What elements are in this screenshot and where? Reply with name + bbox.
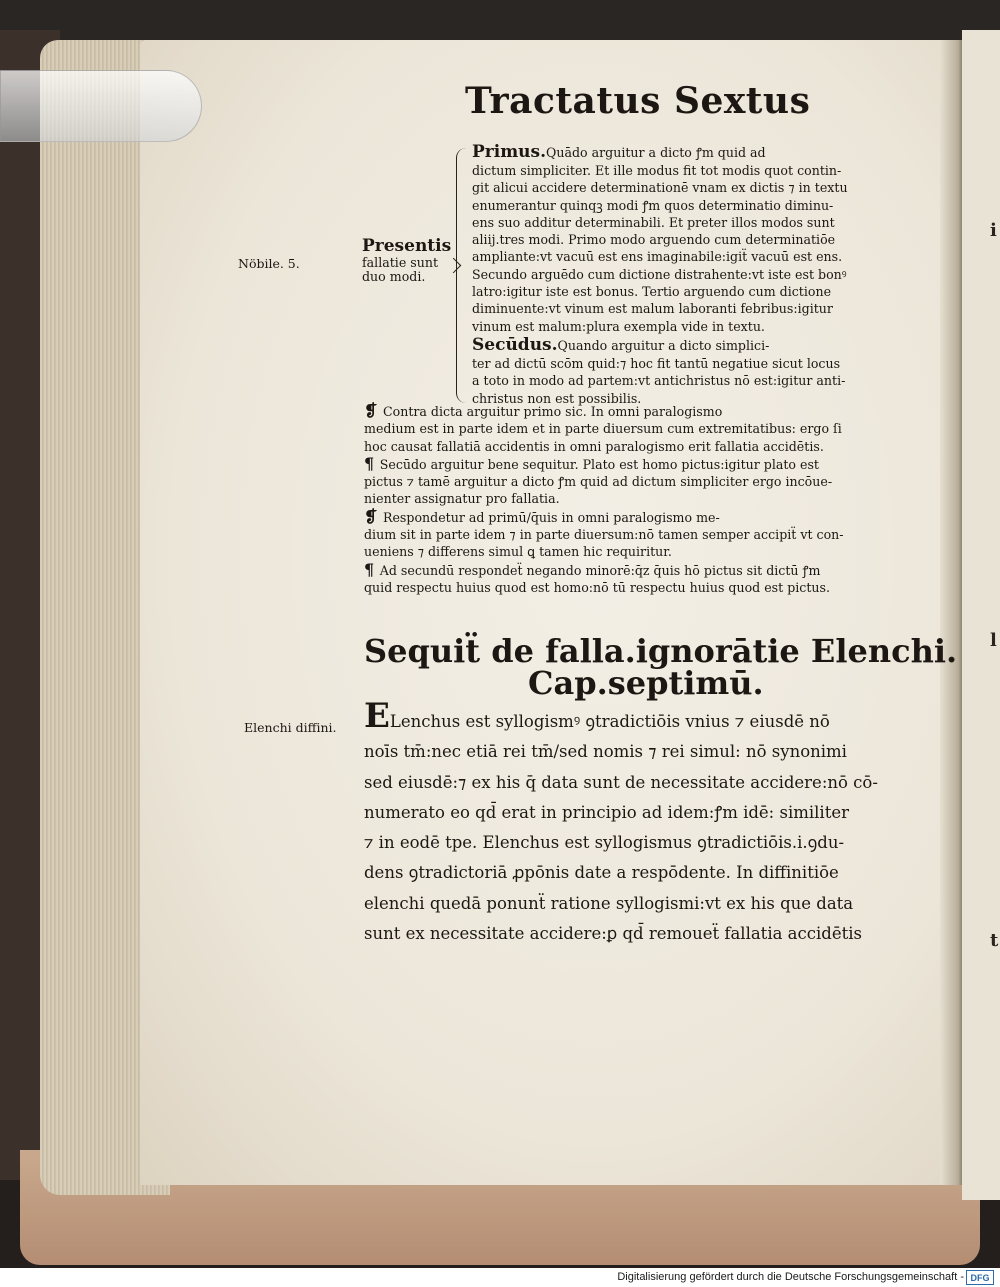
line-text: quid respectu huius quod est homo:nō tū respectu huius quod est pictus. — [364, 579, 830, 595]
text-block-elenchus — [364, 696, 909, 949]
line-text: dium sit in parte idem ⁊ in parte diuersum:nō tamen semper accipiẗ vt con- — [364, 527, 844, 543]
line-text: git alicui accidere determinationē vnam ex dictis ⁊ in textu — [472, 180, 848, 196]
glass-page-clip — [0, 70, 202, 142]
text-line — [364, 919, 909, 949]
text-block-modes — [472, 142, 902, 407]
line-text: sunt ex necessitate accidere:ꝑ qd̄ remoueẗ fallatia accidētis — [364, 924, 862, 944]
paragraph-mark: ❡ — [364, 506, 383, 526]
line-text: latro:igitur iste est bonus. Tertio arguendo cum dictione — [472, 284, 832, 300]
line-text: christus non est possibilis. — [472, 390, 642, 406]
text-line — [364, 798, 909, 828]
text-line — [364, 508, 909, 526]
text-line — [364, 490, 909, 507]
text-line — [472, 355, 902, 372]
line-text: Secūdo arguitur bene sequitur. Plato est homo pictus:igitur plato est — [379, 456, 819, 472]
line-text: Secundo arguēdo cum dictione distrahente:vt iste est bonꝰ — [472, 266, 847, 282]
text-line — [364, 889, 909, 919]
side-label-line: Presentis — [362, 236, 452, 256]
text-line — [472, 300, 902, 317]
chapter-number: Cap.septimū. — [528, 664, 764, 702]
line-text: ueniens ⁊ differens simul ꝗ tamen hic requiritur. — [364, 544, 672, 560]
text-line — [364, 561, 909, 579]
line-text: ter ad dictū scōm quid:⁊ hoc fit tantū negatiue sicut locus — [472, 355, 841, 371]
line-text: ens suo additur determinabili. Et preter illos modos sunt — [472, 214, 835, 230]
line-text: medium est in parte idem et in parte diuersum cum extremitatibus: ergo ſi — [364, 421, 842, 437]
text-line — [364, 420, 909, 437]
margin-note-elenchi: Elenchi diffini. — [244, 720, 337, 735]
text-line — [472, 197, 902, 214]
line-text: vinum est malum:plura exempla vide in textu. — [472, 318, 765, 334]
line-text: dens ꝯtradictoriā ꝓpōnis date a respōdente. In diffinitiōe — [364, 863, 839, 883]
line-text: noīs tm̄:nec etiā rei tm̄/sed nomis ⁊ rei simul: nō synonimi — [364, 742, 847, 762]
line-text: dictum simpliciter. Et ille modus fit tot modis quot contin- — [472, 163, 842, 178]
text-line — [364, 473, 909, 490]
running-title: Tractatus Sextus — [465, 80, 811, 122]
text-line — [472, 372, 902, 389]
line-text: a toto in modo ad partem:vt antichristus nō est:igitur anti- — [472, 373, 846, 389]
text-line — [364, 526, 909, 543]
paragraph-lead: Primus. — [472, 142, 547, 162]
line-text: numerato eo qd̄ erat in principio ad idem:ꝭm idē: similiter — [364, 802, 849, 822]
text-line — [364, 543, 909, 560]
text-line — [472, 266, 902, 283]
text-line — [472, 248, 902, 265]
dfg-logo: DFG — [966, 1270, 994, 1285]
text-line — [364, 455, 909, 473]
paragraph-lead: Secūdus. — [472, 334, 558, 355]
text-line — [364, 579, 909, 596]
line-text: ⁊ in eodē tpe. Elenchus est syllogismus ꝯtradictiōis.i.ꝯdu- — [364, 833, 845, 853]
line-text: pictus ⁊ tamē arguitur a dicto ꝭm quid ad dictum simpliciter ergo incōue- — [364, 474, 833, 490]
text-line — [472, 231, 902, 248]
side-label-line: fallatie sunt — [362, 255, 439, 270]
text-line — [472, 335, 902, 355]
show-through-text — [345, 150, 366, 165]
text-line — [364, 438, 909, 455]
text-line — [472, 283, 902, 300]
line-text: elenchi quedā ponunẗ ratione syllogismi:vt ex his que data — [364, 893, 854, 913]
text-line — [364, 828, 909, 858]
line-text: Contra dicta arguitur primo sic. In omni paralogismo — [382, 404, 723, 419]
line-text: ampliante:vt vacuū est ens imaginabile:igiẗ vacuū est ens. — [472, 249, 843, 265]
paragraph-mark: ¶ — [364, 453, 380, 473]
line-text: diminuente:vt vinum est malum laboranti febribus:igitur — [472, 301, 833, 317]
text-line — [472, 318, 902, 335]
text-line — [364, 768, 909, 798]
line-text: nienter assignatur pro fallatia. — [364, 491, 560, 507]
text-line — [472, 214, 902, 231]
line-text: Quando arguitur a dicto simplici- — [557, 337, 770, 353]
initial-capital: E — [364, 696, 390, 736]
line-text: hoc causat fallatiā accidentis in omni paralogismo erit fallatia accidētis. — [364, 438, 824, 454]
brace-bracket — [456, 148, 469, 403]
line-text: Lenchus est syllogismꝰ ꝯtradictiōis vnius ⁊ eiusdē nō — [389, 712, 830, 731]
text-line — [472, 142, 902, 162]
line-text: Respondetur ad primū/q̄uis in omni paralogismo me- — [382, 509, 720, 525]
line-text: enumerantur quinqꝫ modi ꝭm quos determinatio diminu- — [472, 197, 834, 213]
text-block-arguments — [364, 402, 909, 596]
chapter-heading: Sequiẗ de falla.ignorātie Elenchi. — [364, 632, 958, 670]
line-text: aliij.tres modi. Primo modo arguendo cum determinatiōe — [472, 232, 836, 248]
footer-credit: Digitalisierung gefördert durch die Deutsche Forschungsgemeinschaft - — [617, 1271, 964, 1283]
paragraph-mark: ¶ — [364, 559, 380, 579]
paragraph-mark: ❡ — [364, 401, 383, 420]
text-line — [472, 162, 902, 179]
text-line — [472, 179, 902, 196]
side-label-line: duo modi. — [362, 269, 426, 284]
line-text: sed eiusdē:⁊ ex his q̄ data sunt de necessitate accidere:nō cō- — [364, 772, 878, 792]
margin-note-nobile: Nöbile. 5. — [238, 256, 300, 271]
text-line — [364, 858, 909, 888]
side-label — [362, 236, 451, 284]
text-line — [364, 737, 909, 767]
line-text: Quādo arguitur a dicto ꝭm quid ad — [546, 145, 766, 160]
text-line — [364, 402, 909, 420]
line-text: Ad secundū respondeẗ negando minorē:q̄z q̄uis hō pictus sit dictū ꝭm — [379, 562, 821, 578]
text-line — [364, 696, 909, 737]
facing-page-edge: i l t — [962, 30, 1000, 1200]
